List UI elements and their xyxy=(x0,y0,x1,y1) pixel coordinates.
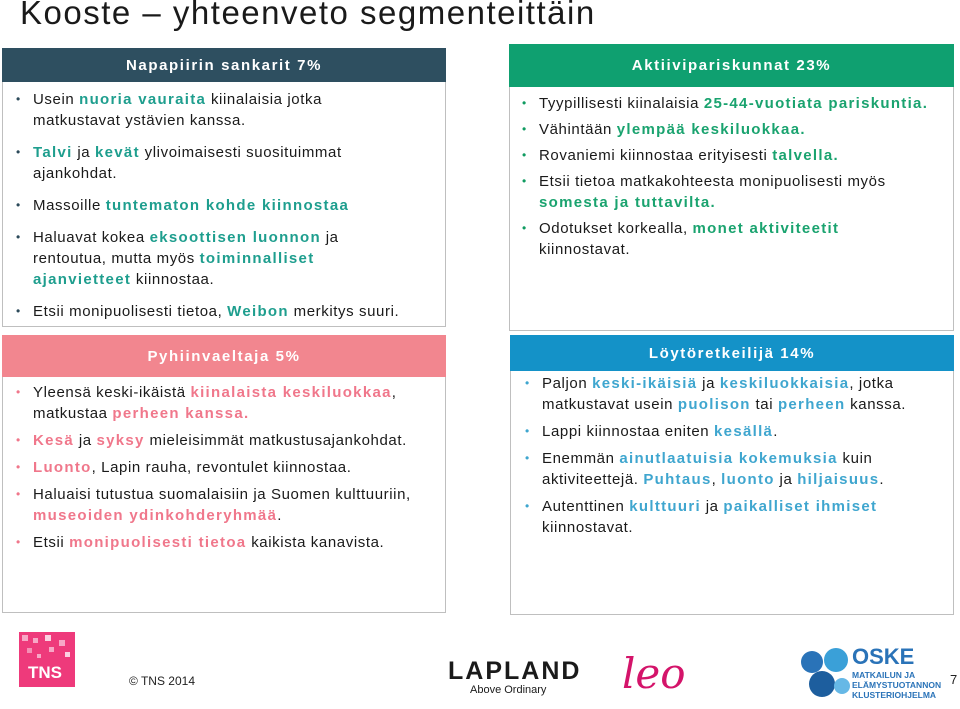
highlighted-text: syksy xyxy=(96,432,145,449)
bullet-marker: • xyxy=(522,174,527,188)
highlighted-text: Kesä xyxy=(33,432,75,449)
highlighted-text: luonto xyxy=(721,471,775,488)
bullet-text: kanssa. xyxy=(845,396,907,413)
bullet-text: , xyxy=(711,471,722,488)
bullet-item xyxy=(525,373,942,415)
bullet-text: kiinnostavat. xyxy=(539,241,631,258)
bullet-item xyxy=(525,421,942,442)
bullet-marker: • xyxy=(522,122,527,136)
lapland-logo-text: LAPLAND xyxy=(448,657,582,685)
bullet-marker: • xyxy=(16,92,21,106)
highlighted-text: kulttuuri xyxy=(629,498,701,515)
oske-logo xyxy=(800,646,950,706)
segment-box-napapiirin-sankarit xyxy=(2,48,446,327)
segment-box-aktiivipariskunnat xyxy=(509,44,954,331)
highlighted-text: Weibon xyxy=(227,303,289,320)
bullet-item xyxy=(16,301,413,322)
segment-header: Napapiirin sankarit 7% xyxy=(2,48,446,82)
tns-logo xyxy=(19,632,75,687)
bullet-item xyxy=(16,142,413,184)
highlighted-text: toiminnalliset ajanvietteet xyxy=(33,250,315,288)
bullet-marker: • xyxy=(16,198,21,212)
bullet-text: Usein xyxy=(33,91,80,108)
bullet-text: kiinnostavat. xyxy=(542,519,634,536)
bullet-text: ylivoimaisesti suosituimmat ajankohdat. xyxy=(33,144,342,182)
highlighted-text: Luonto xyxy=(33,459,92,476)
highlighted-text: eksoottisen luonnon xyxy=(149,229,321,246)
bullet-item xyxy=(16,195,413,216)
bullet-marker: • xyxy=(16,304,21,318)
bullet-marker: • xyxy=(525,499,530,513)
highlighted-text: keski-ikäisiä xyxy=(592,375,698,392)
bullet-marker: • xyxy=(522,221,527,235)
lapland-tagline: Above Ordinary xyxy=(470,684,547,696)
bullet-text: Yleensä keski-ikäistä xyxy=(33,384,191,401)
bullet-marker: • xyxy=(525,424,530,438)
highlighted-text: keskiluokkaisia xyxy=(719,375,850,392)
oske-sub-line: MATKAILUN JA xyxy=(852,670,916,680)
bullet-marker: • xyxy=(16,460,21,474)
bullet-text: kiinnostaa. xyxy=(131,271,215,288)
bullet-text: Etsii monipuolisesti tietoa, xyxy=(33,303,228,320)
bullet-text: Paljon xyxy=(542,375,593,392)
highlighted-text: talvella. xyxy=(772,147,839,164)
bullet-text: , matkustaa xyxy=(33,384,397,422)
bullet-item xyxy=(525,448,942,490)
highlighted-text: ylempää keskiluokkaa. xyxy=(616,121,806,138)
oske-logo-subtext xyxy=(852,670,941,700)
bullet-text: mieleisimmät matkustusajankohdat. xyxy=(144,432,407,449)
highlighted-text: Puhtaus xyxy=(643,471,712,488)
bullet-text: . xyxy=(773,423,778,440)
highlighted-text: ainutlaatuisia kokemuksia xyxy=(619,450,838,467)
highlighted-text: kesällä xyxy=(714,423,774,440)
highlighted-text: museoiden ydinkohderyhmää xyxy=(33,507,278,524)
highlighted-text: puolison xyxy=(677,396,751,413)
segment-box-loytoretkeilija xyxy=(510,335,954,615)
segment-bullet-list xyxy=(16,382,433,553)
segment-header: Pyhiinvaeltaja 5% xyxy=(2,335,446,377)
bullet-text: ja xyxy=(700,498,724,515)
highlighted-text: Talvi xyxy=(33,144,73,161)
bullet-item xyxy=(522,93,929,114)
bullet-text: kaikista kanavista. xyxy=(246,534,385,551)
bullet-marker: • xyxy=(16,145,21,159)
bullet-marker: • xyxy=(16,535,21,549)
bullet-item xyxy=(522,218,929,260)
page-title: Kooste – yhteenveto segmenteittäin xyxy=(20,0,596,31)
segment-bullet-list xyxy=(16,89,413,322)
bullet-item xyxy=(522,119,929,140)
bullet-item xyxy=(522,171,929,213)
bullet-item xyxy=(16,382,433,424)
bullet-text: Rovaniemi kiinnostaa erityisesti xyxy=(539,147,773,164)
bullet-item xyxy=(16,89,413,131)
highlighted-text: somesta ja tuttavilta. xyxy=(539,194,716,211)
oske-sub-line: KLUSTERIOHJELMA xyxy=(852,690,937,700)
highlighted-text: nuoria vauraita xyxy=(79,91,207,108)
highlighted-text: kiinalaista keskiluokkaa xyxy=(190,384,392,401)
bullet-text: ja xyxy=(697,375,720,392)
bullet-text: . xyxy=(277,507,283,524)
oske-logo-text: OSKE xyxy=(852,644,915,669)
bullet-text: merkitys suuri. xyxy=(288,303,400,320)
bullet-text: Etsii xyxy=(33,534,70,551)
bullet-text: Lappi kiinnostaa eniten xyxy=(542,423,715,440)
bullet-item xyxy=(16,484,433,526)
segment-bullet-list xyxy=(525,373,942,538)
highlighted-text: monet aktiviteetit xyxy=(692,220,840,237)
highlighted-text: monipuolisesti tietoa xyxy=(69,534,247,551)
bullet-marker: • xyxy=(525,376,530,390)
highlighted-text: perheen kanssa. xyxy=(112,405,250,422)
highlighted-text: tuntematon kohde kiinnostaa xyxy=(105,197,350,214)
bullet-item xyxy=(16,457,433,478)
bullet-marker: • xyxy=(522,96,527,110)
oske-logo-emblem xyxy=(800,646,850,702)
bullet-text: Haluaisi tutustua suomalaisiin ja Suomen kulttuuriin, xyxy=(33,486,411,503)
bullet-text: kuin aktiviteettejä. xyxy=(542,450,873,488)
bullet-text: ja xyxy=(74,432,97,449)
bullet-text: Enemmän xyxy=(542,450,620,467)
segment-header: Löytöretkeilijä 14% xyxy=(510,335,954,371)
bullet-marker: • xyxy=(522,148,527,162)
bullet-text: Etsii tietoa matkakohteesta monipuolisesti myös xyxy=(539,173,886,190)
highlighted-text: 25-44-vuotiata pariskuntia. xyxy=(703,95,929,112)
bullet-text: Odotukset korkealla, xyxy=(539,220,693,237)
bullet-item xyxy=(16,532,433,553)
bullet-text: Vähintään xyxy=(539,121,617,138)
bullet-marker: • xyxy=(16,433,21,447)
highlighted-text: perheen xyxy=(777,396,846,413)
bullet-text: , Lapin rauha, revontulet kiinnostaa. xyxy=(91,459,352,476)
bullet-text: , jotka matkustavat usein xyxy=(542,375,894,413)
leo-logo: leo xyxy=(622,649,686,698)
bullet-text: ja xyxy=(774,471,798,488)
bullet-text: Massoille xyxy=(33,197,106,214)
bullet-marker: • xyxy=(16,230,21,244)
bullet-text: ja xyxy=(72,144,95,161)
page-number: 7 xyxy=(950,672,958,687)
oske-sub-line: ELÄMYSTUOTANNON xyxy=(852,680,942,690)
bullet-item xyxy=(522,145,929,166)
segment-bullet-list xyxy=(522,93,929,260)
bullet-text: kiinalaisia jotka matkustavat ystävien kanssa. xyxy=(33,91,323,129)
bullet-text: . xyxy=(879,471,885,488)
bullet-item xyxy=(16,227,413,290)
tns-logo-text: TNS xyxy=(28,663,62,682)
bullet-marker: • xyxy=(16,487,21,501)
highlighted-text: paikalliset ihmiset xyxy=(723,498,878,515)
lapland-logo xyxy=(448,657,582,700)
bullet-text: Tyypillisesti kiinalaisia xyxy=(539,95,704,112)
bullet-item xyxy=(525,496,942,538)
segment-box-pyhiinvaeltaja xyxy=(2,335,446,613)
bullet-item xyxy=(16,430,433,451)
highlighted-text: hiljaisuus xyxy=(797,471,880,488)
bullet-text: tai xyxy=(750,396,778,413)
highlighted-text: kevät xyxy=(95,144,140,161)
bullet-text: Haluavat kokea xyxy=(33,229,150,246)
bullet-text: Autenttinen xyxy=(542,498,630,515)
copyright-text: © TNS 2014 xyxy=(129,674,195,688)
bullet-marker: • xyxy=(16,385,21,399)
segment-header: Aktiivipariskunnat 23% xyxy=(509,44,954,87)
bullet-marker: • xyxy=(525,451,530,465)
bullet-text: ja rentoutua, mutta myös xyxy=(33,229,339,267)
